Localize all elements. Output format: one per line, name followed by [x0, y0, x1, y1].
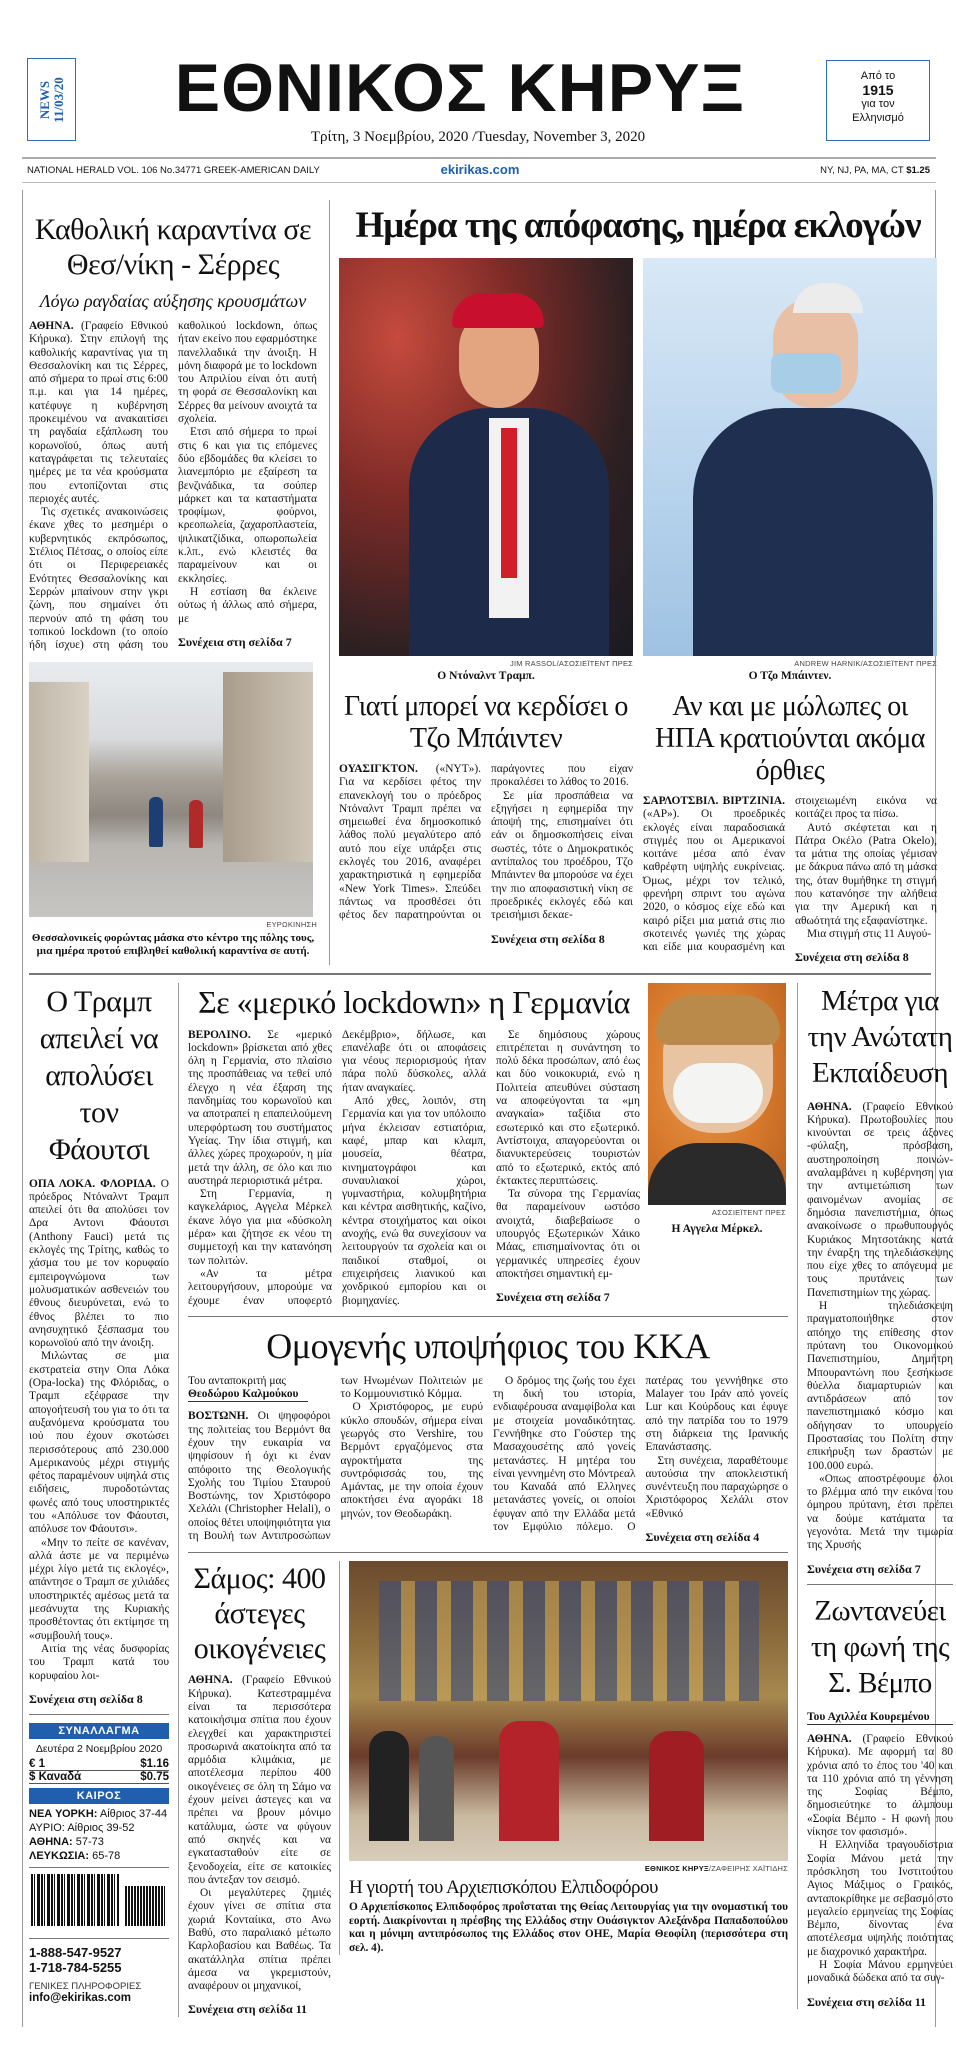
weather-forecast: Αίθριος 37-44 [99, 1808, 168, 1821]
continued-link[interactable]: Συνέχεια στη σελίδα 7 [496, 1290, 610, 1305]
exchange-title: ΣΥΝΑΛΛΑΓΜΑ [29, 1723, 169, 1739]
section-rule [29, 973, 931, 975]
exchange-date: Δευτέρα 2 Νοεμβρίου 2020 [35, 1743, 163, 1756]
email-link[interactable]: info@ekirikas.com [29, 1992, 131, 2005]
article-lockdown-greece [29, 200, 317, 958]
masthead-bottom-rule [22, 182, 936, 183]
paragraph-text: («NYT»). Για να κερδίσει φέτος την επανεκλογή του ο πρόεδρος Ντόναλντ Τραμπ πρέπει να σημειωθεί ένα δημοσκοπικό λάθος πολύ μεγαλύτερο από αυτό που είχε υπάρξει στις εκλογές του 2016, αναφέρει χαρακτηριστικά η εφημερίδα «New York Times». Σπεύδει πάντως να προσθέσει ότι φέτος δεν παρατηρούνται οι παράγοντες που είχαν προκαλέσει το λάθος το 2016. [339, 763, 633, 922]
main-headline-election[interactable]: Ημέρα της απόφασης, ημέρα εκλογών [355, 205, 921, 246]
paragraph [807, 1733, 953, 1839]
volume-info: NATIONAL HERALD VOL. 106 No.34771 GREEK-AMERICAN DAILY [27, 165, 320, 176]
photo-caption: Θεσσαλονικείς φορώντας μάσκα στο κέντρο της πόλης τους, μια ημέρα προτού επιβληθεί καθολική καραντίνα σε αυτή. [31, 932, 315, 958]
paragraph: Μια στιγμή στις 11 Αυγού- [807, 927, 932, 940]
phone-number-1[interactable]: 1-888-547-9527 [29, 1945, 122, 1961]
paragraph-text: (Γραφείο Εθνικού Κήρυκα). Στην επιλογή της καθολικής καραντίνας για τη Θεσσαλονίκη και τις Σέρρες, από σήμερα το πρωί στις 6:00 π.μ. και για 14 ημέρες, κατέφυγε η κυβέρνηση προκειμένου να ανακαιτίσει τη ραγδαία εξάπλωση του κορωνοϊού, όπως αυτή καταγράφεται τις τελευταίες ημέρες με τα νέα κρούσματα που εντοπίζονται στις περιοχές αυτές. [29, 320, 168, 505]
article-samos [188, 1561, 331, 2016]
church-photo-block [339, 1561, 788, 1955]
weather-location: ΑΘΗΝΑ: [29, 1836, 73, 1849]
paragraph: «Αν τα μέτρα λειτουργήσουν, μπορούμε να έχουμε έναν υποφερτό Δεκέμβριο», δήλωσε, και επανέλαβε ότι οι αποφάσεις για νέους περιορισμούς ήταν πάρα πολύ δύσκολες, αλλά ήταν αναγκαίες. [188, 1028, 486, 1307]
election-section [329, 200, 937, 965]
currency-label: $ Καναδά [29, 1771, 82, 1784]
paragraph: Σε δημόσιους χώρους επιτρέπεται η συνάντηση το πολύ δέκα προσώπων, από έως και δύο νοικοκυριά, ενώ η Πολιτεία απευθύνει σύσταση να αποφεύγονται τα «μη αναγκαία» ταξίδια στο εσωτερικό και στο εξωτερικό. Αντίστοιχα, απαγορεύονται οι διανυκτερεύσεις τουριστών από το εξωτερικό, εκτός από έκτακτες περιπτώσεις. [496, 1028, 640, 1187]
article-body-lockdown-greece [29, 320, 317, 652]
subheadline-lockdown-greece: Λόγω ραγδαίας αύξησης κρουσμάτων [39, 291, 307, 311]
paragraph: Η τηλεδιάσκεψη πραγματοποιήθηκε στον απόηχο της επίθεσης στον πρύτανη του Οικονομικού Πανεπιστημίου, Δημήτρη Μπουραντώνη που ξεσήκωσε θύελλα διαμαρτυριών και αντιδράσεων από τον πανεπιστημιακό κόσμο και οδήγησαν το υπουργείο Προστασίας του Πολίτη στην επικήρυξη των δραστών με 100.000 ευρώ. [807, 1300, 953, 1472]
weather-forecast: Αίθριος 39-52 [67, 1822, 135, 1835]
since-line1: Από το [860, 70, 896, 82]
paragraph-text: Οι ψηφοφόροι της πολιτείας του Βερμόντ θα έχουν την ευκαιρία να ψηφίσουν ή όχι κι έναν απόφοιτο της Θεολογικής Σχολής του Τιμίου Σταυρού Βοστώνης, τον Χριστόφορο Χελάλι (Christopher Helali), ο οποίος θέτει υποψηφιότητα για τη Βουλή των Αντιπροσώπων των Ηνωμένων Πολιτειών με το Κομμουνιστικό Κόμμα. [188, 1374, 483, 1543]
right-column [797, 983, 953, 2009]
headline-biden-article[interactable]: Γιατί μπορεί να κερδίσει ο Τζο Μπάιντεν [344, 691, 628, 754]
section-rule [188, 1316, 788, 1317]
date-tag: 11/03/20 [50, 76, 66, 123]
photo-caption-merkel: Η Αγγελα Μέρκελ. [671, 1222, 763, 1235]
photo-thessaloniki-street [29, 662, 313, 917]
byline-name: Θεοδώρου Καλμούκου [188, 1388, 308, 1402]
photo-archbishop-liturgy [349, 1561, 788, 1861]
news-tag: NEWS [36, 80, 52, 119]
paragraph: Τα σύνορα της Γερμανίας θα παραμείνουν ωστόσο ανοιχτά, διαβεβαίωσε ο υπουργός Εξωτερικών Χάικο Μάας, επισημαίνοντας ότι οι γερμανικές υπηρεσίες έχουν αποκτήσει σημαντική εμ- [496, 1188, 640, 1280]
continued-link[interactable]: Συνέχεια στη σελίδα 8 [491, 931, 605, 946]
paragraph: «Οπως αποστρέφουμε όλοι το βλέμμα από την εικόνα του όμηρου πρύτανη, έτσι πρέπει να δούμε κατάματα τα γεγονότα. Μετά την τιμωρία της Χρυσής [807, 1472, 953, 1552]
dateline: ΟΠΑ ΛΟΚΑ. ΦΛΟΡΙΔΑ. [29, 1177, 156, 1190]
currency-value: $1.16 [140, 1758, 169, 1771]
paragraph: Ο Χριστόφορος, με ευρύ κύκλο σπουδών, σήμερα είναι γεωργός στο Vershire, του Βερμόντ εργαζόμενος στα αγροκτήματα της συντρόφισσάς του, της Αμάντας, με την οποία έχουν αποκτήσει ένα αγοράκι 18 μηνών, τον Θεοδωράκη. [340, 1401, 483, 1520]
continued-link[interactable]: Συνέχεια στη σελίδα 7 [807, 1561, 921, 1576]
paragraph: Σε μία προσπάθεια να εξηγήσει η εφημερίδα την άποψή της, επισημαίνει ότι εάν οι δημοσκοπήσεις είναι σωστές, τότε ο Δημοκρατικός αντίπαλος του προέδρου, Τζο Μπάιντεν θα μπορούσε να έχει την πιο αποφασιστική νίκη σε προεδρικές εκλογές εδώ και τρεισήμισι δεκαε- [491, 789, 633, 922]
headline-education[interactable]: Μέτρα για την Ανώτατη Εκπαίδευση [807, 984, 953, 1089]
masthead-rule [22, 157, 936, 159]
byline-label: Του ανταποκριτή μας [188, 1374, 286, 1387]
paragraph: Οι μεγαλύτερες ζημιές έχουν γίνει σε σπίτια στα χωριά Κονταίικα, στο Ανω Βαθύ, στο παραλιακό μέτωπο Καρλοβασίου και Βαθέως. Τα ακατάλληλα σπίτια πρέπει άμεσα να γκρεμιστούν, αναφέρουν οι μηχανικοί, [188, 1887, 331, 1993]
headline-lockdown-greece[interactable]: Καθολική καραντίνα σε Θεσ/νίκη - Σέρρες [34, 213, 312, 281]
phone-number-2[interactable]: 1-718-784-5255 [29, 1960, 122, 1976]
masthead-logo[interactable]: ΕΘΝΙΚΟΣ ΚΗΡΥΞ [174, 50, 746, 126]
issue-date: Τρίτη, 3 Νοεμβρίου, 2020 /Tuesday, November 3, 2020 [310, 129, 646, 145]
price-states: NY, NJ, PA, MA, CT [820, 165, 904, 176]
article-body-usa [643, 795, 937, 965]
dateline: ΟΥΑΣΙΓΚΤΟΝ. [339, 763, 418, 775]
paragraph: Ετσι από σήμερα το πρωί στις 6 και για τις επόμενες δύο εβδομάδες θα κλείσει το λιανεμπόριο με εξαίρεση τα βενζινάδικα, τα σούπερ μάρκετ και τα καταστήματα τροφίμων, φούρνοι, κρεοπωλεία, ζαχαροπλαστεία, ψιλικατζίδικα, οπωροπωλεία κ.λπ., ενώ κλειστές θα παραμείνουν και οι εκκλησίες. [178, 426, 317, 585]
section-rule [29, 1714, 169, 1715]
photo-caption-biden: Ο Τζο Μπάιντεν. [748, 670, 832, 682]
paragraph [29, 1178, 169, 1351]
date-tag-box [27, 58, 76, 141]
exchange-rates [29, 1758, 169, 1784]
dateline: ΑΘΗΝΑ. [807, 1100, 852, 1113]
article-body-vempo [807, 1733, 953, 2009]
dateline: ΑΘΗΝΑ. [188, 1674, 233, 1687]
credit-photographer: /ΖΑΦΕΙΡΗΣ ΧΑΪΤΙΔΗΣ [708, 1864, 788, 1874]
paragraph: Αυτό σκέφτεται και η Πάτρα Οκέλο (Patra Okelo), τα μάτια της οποίας γέμισαν με δάκρυα πάνω από τη μάσκα της, όταν θυμήθηκε τη στιγμή που κατανόησε την αλήθεια για την Αμερική και η αθωότητά της εξαφανίστηκε. [795, 821, 937, 927]
weather-title: ΚΑΙΡΟΣ [29, 1788, 169, 1804]
left-column [29, 983, 169, 2005]
since-line4: Ελληνισμό [852, 112, 904, 124]
paragraph: Η εστίαση θα έκλεινε ούτως ή άλλως από σήμερα, με [178, 585, 317, 625]
headline-samos[interactable]: Σάμος: 400 άστεγες οικογένειες [193, 1562, 326, 1666]
continued-link[interactable]: Συνέχεια στη σελίδα 11 [188, 2002, 308, 2017]
headline-germany[interactable]: Σε «μερικό lockdown» η Γερμανία [198, 983, 630, 1020]
paragraph: Η Ελληνίδα τραγουδίστρια Σοφία Μάνου μετά την πρόσκληση του Ινστιτούτου Αγιος Μάξιμος ο Γραικός, ανταποκρίθηκε με σεβασμό στο μεγαλείο ερμηνείας της Σοφίας Βέμπο, δίνοντας ένα αποτέλεσμα υψηλής ποιότητας με διαχρονικό χαρακτήρα. [807, 1839, 954, 1958]
paragraph-text: («AP»). Οι προεδρικές εκλογές είναι παραδοσιακά στιγμές που οι Αμερικανοί κοιτάνε μέσα από έναν καθρέφτη υψηλής ευκρίνειας. Όμως, μέχρι τον τελικό, φρενήρη σπριντ του αγώνα 2020, ο κόσμος είχε εδώ και καιρό ρίξει μια ματιά στις πιο σκοτεινές γωνιές της χώρας και είδε μια κουρασμένη και στοιχειωμένη εικόνα να κοιτάζει προς τα πίσω. [643, 795, 937, 954]
paragraph [807, 1101, 953, 1300]
weather-row [29, 1821, 169, 1835]
paragraph: Στη συνέχεια, παραθέτουμε αυτούσια την αποκλειστική συνέντευξη που παραχώρησε ο Χριστόφορος Χελάλι στον «Εθνικό [645, 1454, 788, 1520]
article-body-candidate [188, 1375, 788, 1545]
photo-trump [339, 258, 633, 656]
paragraph-text: Σε «μερικό lockdown» βρίσκεται από χθες όλη η Γερμανία, στο πλαίσιο της προσπάθειας να τεθεί υπό έλεγχο η νέα έξαρση της πανδημίας του κορωνοϊού και να αποτραπεί η επαπειλούμενη υπερφόρτωση του συστήματος Υγείας. Την ίδια στιγμή, και άλλες χώρες προχωρούν, η μία μετά την άλλη, σε όλο και πιο αυστηρά περιοριστικά μέτρα. [188, 1028, 332, 1187]
paragraph-text: (Γραφείο Εθνικού Κήρυκα). Κατεστραμμένα είναι τα περισσότερα κατοικήσιμα σπίτια που έχουν ελεγχθεί και χαρακτηριστεί προσωρινά ακατοίκητα από τα αρμόδια κλιμάκια, με αποτέλεσμα περίπου 400 οικογένειες σε όλη τη Σάμο να έχουν μείνει άστεγες και να πρέπει να βρουν μόνιμο κατάλυμα, ώστε να φύγουν από σκηνές και να εγκατασταθούν είτε σε ξενοδοχεία, είτε σε κατοικίες που άντεξαν τον σεισμό. [188, 1674, 331, 1886]
price: $1.25 [906, 165, 930, 176]
photo-biden [643, 258, 937, 656]
paragraph [29, 320, 168, 506]
page-content [22, 190, 954, 2027]
currency-label: € 1 [29, 1758, 45, 1771]
paragraph: Η Σοφία Μάνου ερμηνεύει μοναδικά δώδεκα από τα συγ- [807, 1959, 953, 1985]
continued-link[interactable]: Συνέχεια στη σελίδα 8 [795, 950, 909, 965]
paragraph: Από χθες, λοιπόν, στη Γερμανία και για τον υπόλοιπο μήνα έκλεισαν εστιατόρια, καφέ, μπαρ και κλαμπ, μουσεία, θέατρα, κινηματογράφοι και συναυλιακοί χώροι, γυμναστήρια, κολυμβητήρια και κέντρα αισθητικής, καζίνο, κέντρα στοιχήματος και οίκοι ανοχής, ενώ θα συνεχίσουν να λειτουργούν τα σχολεία και οι παιδικοί σταθμοί, οι επιχειρήσεις λιανικού και χονδρικού εμπορίου και οι βιομηχανίες. [342, 1095, 486, 1307]
exchange-rate-row [29, 1771, 169, 1784]
headline-vempo[interactable]: Ζωντανεύει τη φωνή της Σ. Βέμπο [810, 1594, 950, 1699]
info-label: ΓΕΝΙΚΕΣ ΠΛΗΡΟΦΟΡΙΕΣ [29, 1981, 142, 1993]
paragraph: Στη Γερμανία, η καγκελάριος, Αγγελα Μέρκελ έκανε λόγο για μια «δύσκολη μέρα» και ζήτησε εκ νέου τη συμμετοχή και την κατανόηση των πολιτών. [188, 1188, 332, 1267]
dateline: ΑΘΗΝΑ. [29, 320, 74, 332]
section-rule [188, 1552, 788, 1553]
info-sidebar [29, 1723, 169, 2004]
dateline: ΒΕΡΟΛΙΝΟ. [188, 1028, 251, 1041]
photo-credit-merkel: ΑΣΟΣΙΕΪΤΕΝΤ ΠΡΕΣ [711, 1207, 786, 1217]
center-column [178, 983, 788, 2017]
weather-location: ΝΕΑ ΥΟΡΚΗ: [29, 1808, 98, 1821]
church-photo-caption: Ο Αρχιεπίσκοπος Ελπιδοφόρος προΐσταται της Θείας Λειτουργίας για την ονομαστική του εορτή. Διακρίνονται η πρέσβης της Ελλάδος στην Ουάσιγκτον Αλεξάνδρα Παπαδοπούλου και η μόνιμη αντιπρόσωπος της Ελλάδος στον ΟΗΕ, Μαρία Θεοφίλη (περισσότερα στη σελ. 4). [349, 1901, 788, 1954]
biden-column [643, 258, 937, 965]
weather-location: ΛΕΥΚΩΣΙΑ: [29, 1850, 90, 1863]
since-year: 1915 [862, 82, 894, 98]
section-rule [807, 1584, 953, 1585]
dateline: ΑΘΗΝΑ. [807, 1732, 852, 1745]
photo-credit-trump: JIM RASSOL/ΑΣΟΣΙΕΪΤΕΝΤ ΠΡΕΣ [510, 659, 633, 668]
paragraph [188, 1029, 332, 1189]
paragraph: Αιτία της νέας δυσφορίας του Τραμπ κατά του κορυφαίου λοι- [29, 1642, 169, 1682]
weather-forecast: 65-78 [92, 1850, 121, 1863]
credit-paper: ΕΘΝΙΚΟΣ ΚΗΡΥΞ [644, 1864, 709, 1874]
weather-list [29, 1807, 169, 1863]
weather-forecast: 57-73 [75, 1836, 104, 1849]
paragraph [188, 1674, 331, 1887]
article-body-samos [188, 1674, 331, 2016]
weather-row [29, 1807, 169, 1821]
merkel-photo-block [648, 983, 786, 1236]
continued-link[interactable]: Συνέχεια στη σελίδα 7 [178, 634, 292, 649]
currency-value: $0.75 [140, 1771, 169, 1784]
photo-credit-church [349, 1864, 788, 1874]
paragraph-text: (Γραφείο Εθνικού Κήρυκα). Πρωτοβουλίες που κινούνται σε τρεις άξονες -φύλαξη, πρόσβαση, αυστηροποίηση ποινών- αναλαμβάνει η κυβέρνηση για την αντιμετώπιση των φαινομένων ανομίας σε δημόσια πανεπιστήμια, όπως ανακοίνωσε ο πρωθυπουργός Κυριάκος Μητσοτάκης κατά την έναρξη της τηλεδιάσκεψης που είχε χθες το απόγευμα με τους πρυτάνεις των Πανεπιστημίων της χώρας. [807, 1100, 953, 1299]
headline-fauci[interactable]: Ο Τραμπ απειλεί να απολύσει τον Φάουτσι [39, 984, 159, 1166]
paragraph: «Μην το πείτε σε κανέναν, αλλά άστε με να περιμένω μέχρι λίγο μετά τις εκλογές», απάντησε ο Τραμπ σε χιλιάδες υποστηρικτές αμέσως μετά τα μεσάνυχτα της Κυριακής προσθέτοντας ότι εκτίμησε τη «συμβουλή τους». [29, 1536, 169, 1642]
paragraph-text: (Γραφείο Εθνικού Κήρυκα). Με αφορμή τα 80 χρόνια από το έπος του '40 και τα 110 χρόνια από τη γέννηση της Σοφίας Βέμπο, δημοσιεύτηκε το άλμπουμ «Σοφία Βέμπο - Η φωνή που νίκησε τον φασισμό». [807, 1732, 953, 1839]
article-germany [188, 983, 640, 1308]
continued-link[interactable]: Συνέχεια στη σελίδα 4 [645, 1530, 760, 1545]
since-box [826, 60, 930, 141]
article-body-fauci [29, 1178, 169, 1707]
dateline: ΣΑΡΛΟΤΣΒΙΛ. ΒΙΡΤΖΙΝΙΑ. [643, 795, 785, 807]
paragraph: Μιλώντας σε μια εκστρατεία στην Οπα Λόκα (Opa-locka) της Φλόριδας, ο Τραμπ εξέφρασε την απογοήτευσή του για το ότι τα αυξανόμενα κρούσματα του ιού που έχουν σκοτώσει περισσότερους από 230.000 Αμερικανούς μέχρι στιγμής φέτος παραμένουν υψηλά στις ειδήσεις, πυροδοτώντας φωνές από τους υποστηρικτές του «Απόλυσε τον Φάουτσι, απόλυσε τον Φάουτσι». [29, 1350, 169, 1536]
headline-usa-article[interactable]: Αν και με μώλωπες οι ΗΠΑ κρατιούνται ακόμα όρθιες [655, 691, 925, 786]
headline-candidate[interactable]: Ομογενής υποψήφιος του ΚΚΑ [266, 1325, 710, 1366]
photo-merkel [648, 983, 786, 1205]
photo-caption-trump: Ο Ντόναλντ Τραμπ. [437, 670, 535, 682]
barcode [29, 1867, 169, 1934]
article-candidate [188, 1325, 788, 1545]
weather-row [29, 1849, 169, 1863]
exchange-rate-row [29, 1758, 169, 1771]
continued-link[interactable]: Συνέχεια στη σελίδα 11 [807, 1994, 927, 2009]
masthead [0, 0, 956, 190]
paragraph: Τις σχετικές ανακοινώσεις έκανε χθες το μεσημέρι ο κυβερνητικός εκπρόσωπος, Στέλιος Πέτσας, ο οποίος είπε ότι οι Περιφερειακές Ενότητες Θεσσαλονίκης και Σερρών μπαίνουν στην γκρι ζώνη, που σημαίνει ότι περνούν από τη φάση του τοπικού lockdown (το οποίο ήδη ίσχυε) στη φάση του καθολικού lockdown, όπως ήταν εκείνο που εφαρμόστηκε πανελλαδικά την άνοιξη. Η μόνη διαφορά με το lockdown του Απριλίου είναι ότι αυτή τη φορά σε Θεσσαλονίκη και Σέρρες θα μείνουν ανοιχτά τα σχολεία. [29, 320, 317, 652]
continued-link[interactable]: Συνέχεια στη σελίδα 8 [29, 1691, 143, 1706]
website-link[interactable]: ekirikas.com [440, 162, 520, 177]
church-photo-title: Η γιορτή του Αρχιεπισκόπου Ελπιδοφόρου [349, 1877, 658, 1899]
article-body-education [807, 1101, 953, 1576]
since-line3: για τον [861, 98, 895, 110]
weather-location: ΑΥΡΙΟ: [29, 1822, 65, 1835]
paragraph-text: Ο πρόεδρος Ντόναλντ Τραμπ απειλεί ότι θα απολύσει τον Δρα Αντονι Φάουτσι (Anthony Fauci) μετά τις εκλογές της Τρίτης, καθώς το χάσμα του με τον κορυφαίο εμπειρογνώμονα των μολυσματικών ασθενειών του έθνους διευρύνεται, ενώ το έθνος βλέπει το πιο ανησυχητικό ξέσπασμα του κορωνοϊού από την άνοιξη. [29, 1177, 169, 1350]
dateline: ΒΟΣΤΩΝΗ. [188, 1410, 249, 1423]
article-body-germany [188, 1029, 640, 1308]
paragraph: Ο δρόμος της ζωής του έχει τη δική του ιστορία, ενδιαφέρουσα αναμφίβολα και με στοιχεία μοναδικότητας. Γεννήθηκε στο Γούστερ της Μασαχουσέτης από γονείς μετανάστες. Η μητέρα του είναι γεννημένη στο Μόντρεαλ του Καναδά από Ελληνες μετανάστες γονείς, οι οποίοι έφυγαν από την Ελλάδα μετά τον Εμφύλιο πόλεμο. Ο πατέρας του γεννήθηκε στο Malayer του Ιράν από γονείς Lur και Κούρδους και έφυγε από την πατρίδα του το 1979 στη διάρκεια της Ιρανικής Επανάστασης. [493, 1374, 788, 1534]
photo-credit: ΕΥΡΩΚΙΝΗΣΗ [266, 920, 317, 930]
article-body-biden [339, 763, 633, 946]
byline-vempo: Του Αχιλλέα Κουρεμένου [807, 1711, 953, 1725]
trump-column [339, 258, 633, 946]
weather-row [29, 1835, 169, 1849]
price-info [820, 165, 930, 176]
photo-credit-biden: ANDREW HARNIK/ΑΣΟΣΙΕΪΤΕΝΤ ΠΡΕΣ [794, 659, 937, 668]
